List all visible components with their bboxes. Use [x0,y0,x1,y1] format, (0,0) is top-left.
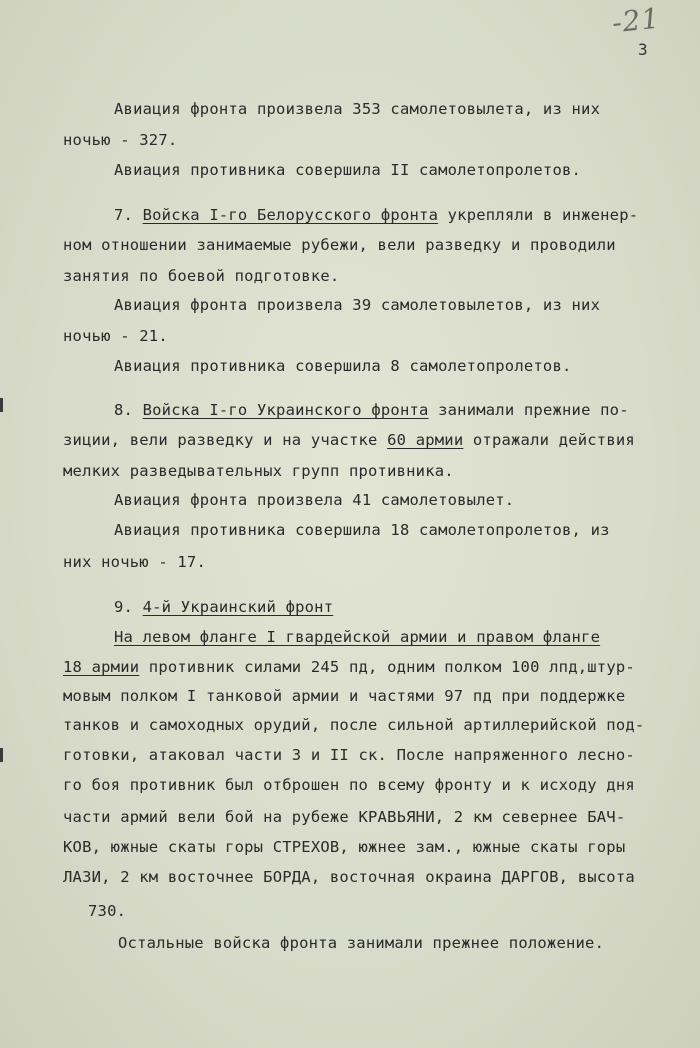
text-segment: них ночью - 17. [63,553,206,571]
text-line [114,161,581,179]
text-segment: противник силами 245 пд, одним полком 100 лпд,штур- [139,658,635,676]
text-segment: мовым полком I танковой армии и частями 97 пд при поддержке [63,687,626,705]
text-line [63,327,168,345]
text-segment: зиции, вели разведку и на участке [63,431,388,449]
text-segment: готовки, атаковал части 3 и II ск. После напряженного лесно- [63,746,635,764]
text-line [63,236,616,254]
binder-mark [0,398,3,412]
text-line [63,687,625,705]
text-line [114,491,514,509]
page-number: 3 [638,40,648,59]
text-segment: 730. [88,902,127,920]
text-segment: ночью - 327. [63,131,178,149]
text-line [114,598,333,616]
text-line [63,658,635,676]
handwritten-page-number: -21 [610,1,662,40]
text-segment: Остальные войска фронта занимали прежнее положение. [118,934,605,952]
text-line [114,401,629,419]
text-line [63,746,635,764]
text-line [63,776,635,794]
text-segment: ном отношении занимаемые рубежи, вели разведку и проводили [63,236,616,254]
text-segment: го боя противник был отброшен по всему фронту и к исходу дня [63,776,635,794]
text-segment: Авиация фронта произвела 353 самолетовылета, из них [114,100,601,118]
text-segment: Авиация фронта произвела 39 самолетовылетов, из них [114,296,601,314]
text-line [88,902,126,920]
text-segment: занимали прежние по- [428,401,629,419]
text-segment: танков и самоходных орудий, после сильной артиллерийской под- [63,716,645,734]
text-line [63,267,339,285]
text-line [114,357,572,375]
underlined-text: 18 армии [63,658,140,676]
text-line [118,934,604,952]
underlined-text: 60 армии [387,431,464,449]
text-segment: КОВ, южные скаты горы СТРЕХОВ, южнее зам., южные скаты горы [63,838,626,856]
underlined-text: 4-й Украинский фронт [142,598,334,616]
text-segment: Авиация фронта произвела 41 самолетовылет. [114,491,515,509]
text-segment: Авиация противника совершила II самолетопролетов. [114,161,582,179]
text-segment: Авиация противника совершила 8 самолетопролетов. [114,357,572,375]
text-line [63,462,454,480]
underlined-text: Войска I-го Белорусского фронта [142,206,439,224]
text-line [114,521,610,539]
text-segment: 8. [114,401,143,419]
text-line [114,628,600,646]
text-segment: отражали действия [463,431,635,449]
text-line [63,868,635,886]
text-line [63,716,644,734]
binder-mark [0,748,3,762]
text-segment: ночью - 21. [63,327,168,345]
text-line [114,296,600,314]
text-line [63,838,625,856]
text-line [114,100,600,118]
text-segment: ЛАЗИ, 2 км восточнее БОРДА, восточная окраина ДАРГОВ, высота [63,868,635,886]
text-line [63,553,206,571]
text-segment: части армий вели бой на рубеже КРАВЬЯНИ, 2 км севернее БАЧ- [63,808,626,826]
text-segment: мелких разведывательных групп противника. [63,462,454,480]
text-line [63,131,177,149]
underlined-text: На левом фланге I гвардейской армии и правом фланге [114,628,601,646]
text-segment: Авиация противника совершила 18 самолетопролетов, из [114,521,610,539]
text-segment: 9. [114,598,143,616]
text-line [63,808,625,826]
text-segment: занятия по боевой подготовке. [63,267,340,285]
underlined-text: Войска I-го Украинского фронта [142,401,429,419]
text-line [114,206,638,224]
text-segment: 7. [114,206,143,224]
text-segment: укрепляли в инженер- [438,206,639,224]
text-line [63,431,635,449]
